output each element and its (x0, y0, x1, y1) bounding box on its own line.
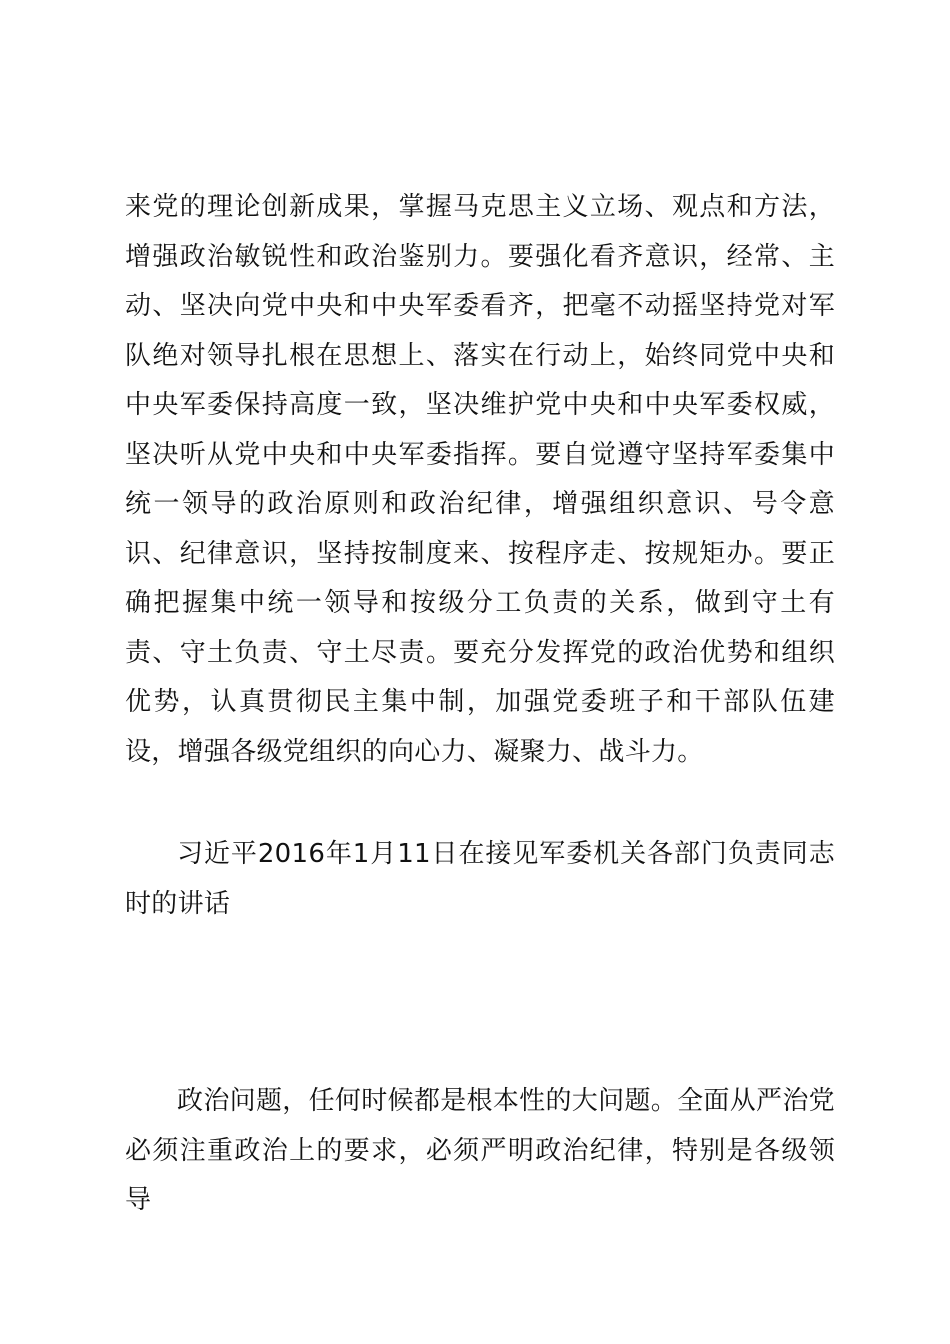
body-paragraph: 来党的理论创新成果，掌握马克思主义立场、观点和方法，增强政治敏锐性和政治鉴别力。要强化看齐意识，经常、主动、坚决向党中央和中央军委看齐，把毫不动摇坚持党对军队绝对领导扎根在思想上、落实在行动上，始终同党中央和中央军委保持高度一致，坚决维护党中央和中央军委权威，坚决听从党中央和中央军委指挥。要自觉遵守坚持军委集中统一领导的政治原则和政治纪律，增强组织意识、号令意识、纪律意识，坚持按制度来、按程序走、按规矩办。要正确把握集中统一领导和按级分工负责的关系，做到守土有责、守土负责、守土尽责。要充分发挥党的政治优势和组织优势，认真贯彻民主集中制，加强党委班子和干部队伍建设，增强各级党组织的向心力、凝聚力、战斗力。 (125, 192, 835, 767)
source-attribution: 习近平2016年1月11日在接见军委机关各部门负责同志时的讲话 (125, 839, 835, 919)
body-paragraph: 政治问题，任何时候都是根本性的大问题。全面从严治党必须注重政治上的要求，必须严明政治纪律，特别是各级领导 (125, 1086, 835, 1215)
